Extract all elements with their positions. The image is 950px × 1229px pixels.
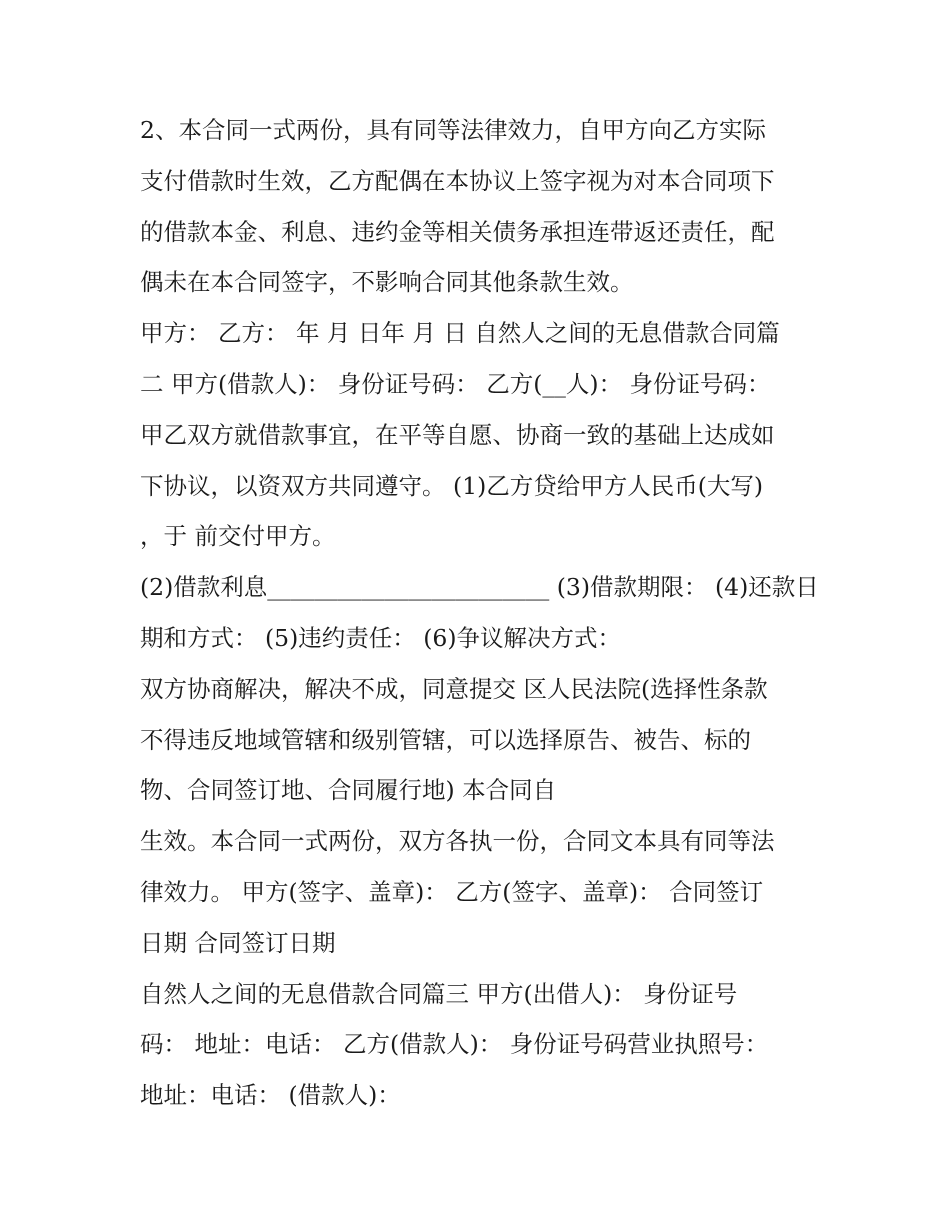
text-line: 偶未在本合同签字，不影响合同其他条款生效。 — [140, 268, 634, 297]
text-line: 地址：电话： (借款人)： — [140, 1081, 401, 1110]
text-line: 甲乙双方就借款事宜，在平等自愿、协商一致的基础上达成如 — [140, 420, 775, 449]
text-line: 物、合同签订地、合同履行地) 本合同自 — [140, 776, 557, 805]
text-line: (2)借款利息________________________ (3)借款期限： (4)还款日 — [140, 573, 819, 602]
text-line: 二 甲方(借款人)： 身份证号码： 乙方(__人)： 身份证号码： — [140, 369, 771, 398]
text-line: 不得违反地域管辖和级别管辖，可以选择原告、被告、标的 — [140, 725, 751, 754]
text-line: 自然人之间的无息借款合同篇三 甲方(出借人)： 身份证号 — [140, 979, 738, 1008]
text-line: 支付借款时生效，乙方配偶在本协议上签字视为对本合同项下 — [140, 166, 775, 195]
text-line: ，于 前交付甲方。 — [140, 522, 336, 551]
contract-text-body — [140, 108, 830, 1124]
text-line: 2、本合同一式两份，具有同等法律效力，自甲方向乙方实际 — [140, 116, 766, 144]
text-line: 日期 合同签订日期 — [140, 928, 336, 957]
text-line: 双方协商解决，解决不成，同意提交 区人民法院(选择性条款 — [140, 674, 768, 703]
text-line: 律效力。 甲方(签字、盖章)： 乙方(签字、盖章)： 合同签订 — [140, 877, 764, 906]
text-line: 期和方式： (5)违约责任： (6)争议解决方式： — [140, 623, 622, 652]
text-line: 的借款本金、利息、违约金等相关债务承担连带返还责任，配 — [140, 217, 775, 246]
text-line: 甲方： 乙方： 年 月 日年 月 日 自然人之间的无息借款合同篇 — [140, 319, 780, 348]
text-line: 码： 地址：电话： 乙方(借款人)： 身份证号码营业执照号： — [140, 1030, 769, 1059]
text-line: 生效。本合同一式两份，双方各执一份，合同文本具有同等法 — [140, 827, 775, 856]
text-line: 下协议，以资双方共同遵守。 (1)乙方贷给甲方人民币(大写) — [140, 471, 764, 500]
